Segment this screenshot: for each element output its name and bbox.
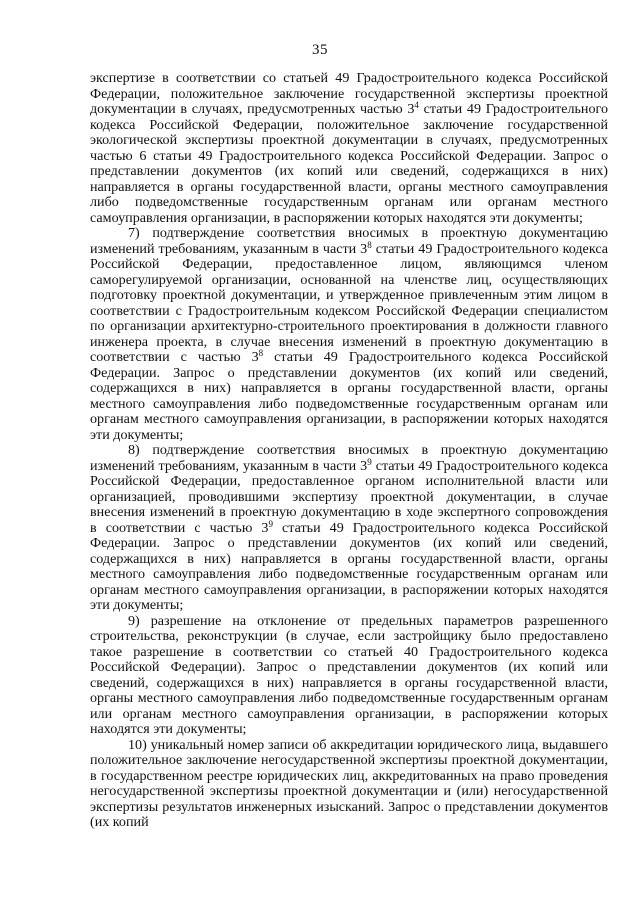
paragraph-item-9 [90, 614, 608, 738]
superscript-number: 8 [258, 348, 264, 358]
text-run: 8) подтверждение соответствия вносимых в проектную документацию изменений требованиям, указанным в части 3 [90, 442, 608, 474]
document-body [90, 71, 608, 831]
text-run: экспертизе в соответствии со статьей 49 Градостроительного кодекса Российской Федерации, положительное заключение государственной экспертизы проектной документации в случаях, предусмотренных частью 3 [90, 70, 608, 117]
text-run: 10) уникальный номер записи об аккредитации юридического лица, выдавшего положительное заключение негосударственной экспертизы проектной документации, в государственном реестре юридических лиц, аккредитованных на право проведения негосударственной экспертизы проектной документации и (или) негосударственной экспертизы результатов инженерных изысканий. Запрос о представлении документов (их копий [90, 736, 608, 830]
superscript-number: 9 [268, 518, 273, 529]
text-run: 7) подтверждение соответствия вносимых в проектную документацию изменений требованиям, указанным в части 3 [90, 225, 608, 257]
superscript-number: 9 [367, 456, 372, 467]
paragraph-continued [90, 71, 608, 226]
text-run: статьи 49 Градостроительного кодекса Российской Федерации. Запрос о представлении документов (их копий или сведений, содержащихся в них) направляется в органы государственной власти, органы местного самоуправления либо подведомственные государственным органам или органам местного самоуправления организации, в распоряжении которых находятся эти документы; [90, 349, 608, 443]
superscript-number: 8 [367, 239, 372, 250]
text-run: 9) разрешение на отклонение от предельных параметров разрешенного строительства, реконструкции (в случае, если застройщику было предоставлено такое разрешение в соответствии со статьей 40 Градостроительного кодекса Российской Федерации). Запрос о представлении документов (их копий или сведений, содержащихся в них) направляется в органы государственной власти, органы местного самоуправления либо подведомственные государственным органам или органам местного самоуправления организации, в распоряжении которых находятся эти документы; [90, 612, 608, 737]
paragraph-item-10 [90, 738, 608, 831]
page-number: 35 [312, 42, 328, 58]
paragraph-item-7 [90, 226, 608, 443]
text-run: статьи 49 Градостроительного кодекса Российской Федерации, предоставленное лицом, являющимся членом саморегулируемой организации, основанной на членстве лиц, осуществляющих подготовку проектной документации, и утвержденное привлеченным этим лицом в соответствии с Градостроительным кодексом Российской Федерации специалистом по организации архитектурно-строительного проектирования в должности главного инженера проекта, в случае внесения изменений в проектную документацию в соответствии с частью 3 [90, 240, 608, 365]
superscript-number: 4 [414, 100, 419, 110]
text-run: статьи 49 Градостроительного кодекса Российской Федерации, предоставленное органом исполнительной власти или организацией, проводившими экспертизу проектной документации, в случае внесения изменений в проектную документацию в ходе экспертного сопровождения в соответствии с частью 3 [90, 457, 608, 536]
text-run: статьи 49 Градостроительного кодекса Российской Федерации. Запрос о представлении документов (их копий или сведений, содержащихся в них) направляется в органы государственной власти, органы местного самоуправления либо подведомственные государственным органам или органам местного самоуправления организации, в распоряжении которых находятся эти документы; [90, 519, 608, 613]
text-run: статьи 49 Градостроительного кодекса Российской Федерации, положительное заключение государственной экологической экспертизы проектной документации в случаях, предусмотренных частью 6 статьи 49 Градостроительного кодекса Российской Федерации. Запрос о представлении документов (их копий или сведений, содержащихся в них) направляется в органы государственной власти, органы местного самоуправления либо подведомственные государственным органам или органам местного самоуправления организации, в распоряжении которых находятся эти документы; [90, 101, 608, 226]
paragraph-item-8 [90, 443, 608, 614]
